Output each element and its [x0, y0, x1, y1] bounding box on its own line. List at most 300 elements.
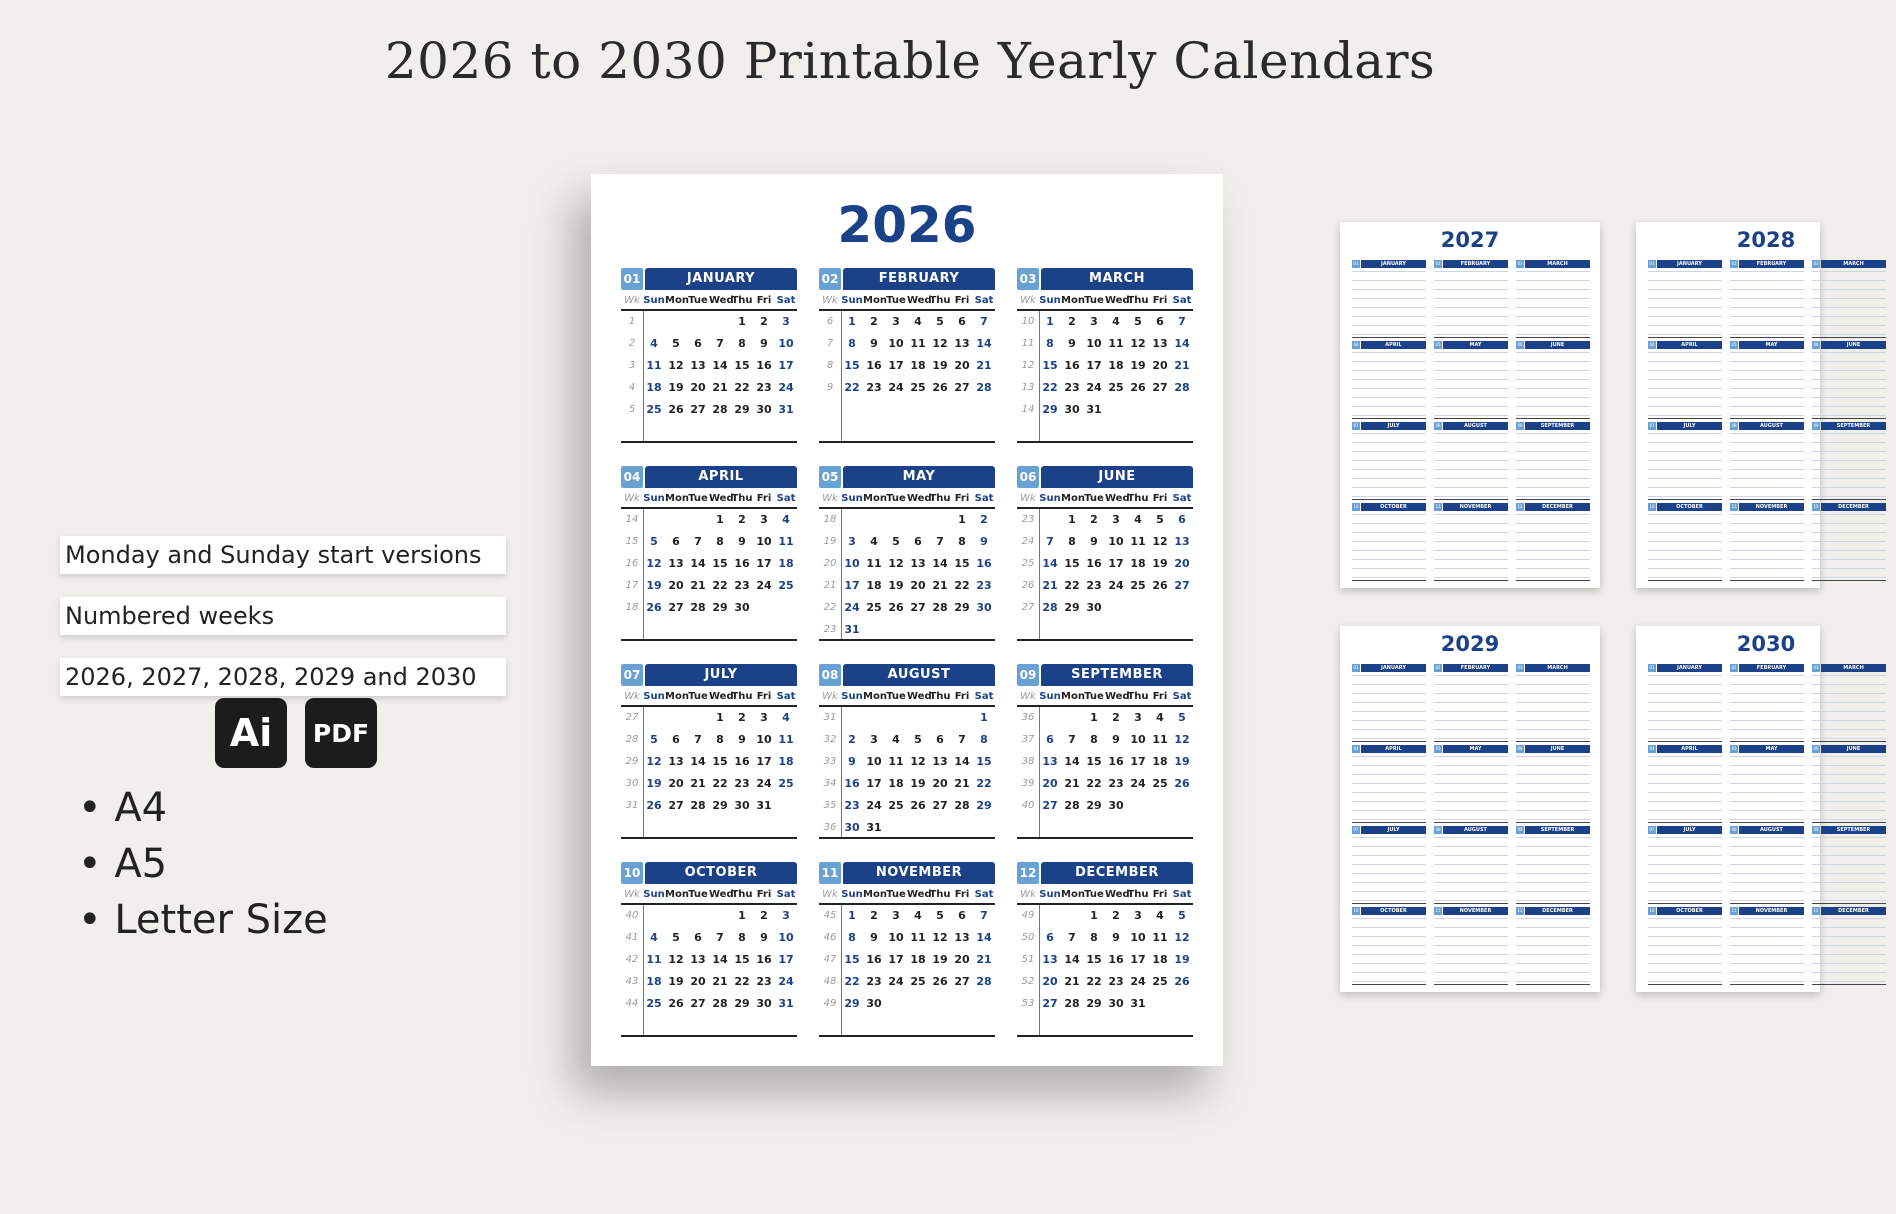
- day-cell: 20: [954, 953, 970, 966]
- month-header: [1017, 664, 1193, 686]
- day-cell: 15: [734, 359, 750, 372]
- thumbnail-month-number: 03: [1517, 261, 1523, 266]
- month-number: 07: [621, 664, 643, 686]
- thumbnail-month-name: AUGUST: [1739, 422, 1804, 430]
- thumbnail-month-number: 09: [1813, 827, 1819, 832]
- day-cell: 5: [672, 337, 680, 350]
- day-cell: 15: [734, 953, 750, 966]
- day-cell: 18: [888, 777, 904, 790]
- thumbnail-month-header: [1730, 664, 1804, 672]
- day-cell: 4: [914, 909, 922, 922]
- day-cell: 18: [1152, 953, 1168, 966]
- day-cell: [885, 509, 907, 531]
- thumbnail-month-number: 01: [1649, 261, 1655, 266]
- thumbnail-month-header: [1648, 664, 1722, 672]
- day-cell: 8: [1090, 733, 1098, 746]
- week-row: [819, 773, 995, 795]
- day-cell: 7: [980, 909, 988, 922]
- week-number: 37: [1021, 734, 1035, 745]
- day-cell: 27: [690, 997, 706, 1010]
- thumbnail-month-number: 01: [1353, 261, 1359, 266]
- day-cell: [1149, 399, 1171, 421]
- day-cell: 7: [936, 535, 944, 548]
- day-cell: 13: [932, 755, 948, 768]
- week-number: 40: [1021, 800, 1035, 811]
- weekday-label: Sat: [974, 295, 994, 306]
- day-cell: 1: [1090, 909, 1098, 922]
- day-cell: 11: [866, 557, 882, 570]
- day-cell: 26: [932, 381, 948, 394]
- week-row: [819, 817, 995, 839]
- weekday-label: Wed: [709, 889, 734, 900]
- day-cell: 5: [650, 535, 658, 548]
- thumbnail-month-name: SEPTEMBER: [1525, 826, 1590, 834]
- thumbnail-month: [1648, 826, 1722, 904]
- thumbnail-month: [1812, 341, 1886, 419]
- day-cell: [1105, 399, 1127, 421]
- thumbnail-month-header: [1812, 503, 1886, 511]
- day-cell: 25: [1152, 975, 1168, 988]
- day-cell: 7: [716, 931, 724, 944]
- weekday-label: Thu: [1127, 691, 1149, 702]
- day-cell: 3: [1090, 315, 1098, 328]
- week-column-label: Wk: [624, 493, 640, 504]
- thumbnail-month-header: [1812, 745, 1886, 753]
- day-cell: 16: [844, 777, 860, 790]
- thumbnail-month-number: 10: [1353, 504, 1359, 509]
- thumbnail-month-name: OCTOBER: [1657, 503, 1722, 511]
- day-cell: 30: [1108, 799, 1124, 812]
- thumbnail-month-header: [1516, 826, 1590, 834]
- day-cell: 16: [734, 755, 750, 768]
- day-grid: [621, 905, 797, 1037]
- week-row: [819, 311, 995, 333]
- day-cell: 28: [1064, 997, 1080, 1010]
- thumbnail-month: [1516, 260, 1590, 338]
- day-cell: 8: [980, 733, 988, 746]
- day-cell: 8: [1068, 535, 1076, 548]
- day-cell: 23: [1064, 381, 1080, 394]
- thumbnail-month-name: SEPTEMBER: [1525, 422, 1590, 430]
- day-cell: 16: [756, 953, 772, 966]
- thumbnail-month-number: 08: [1435, 827, 1441, 832]
- day-cell: 26: [668, 997, 684, 1010]
- week-number: 17: [625, 580, 639, 591]
- day-grid: [621, 509, 797, 641]
- thumbnail-2028: [1636, 222, 1871, 588]
- day-cell: 26: [668, 403, 684, 416]
- day-cell: 22: [1086, 975, 1102, 988]
- day-cell: 14: [1174, 337, 1190, 350]
- thumbnail-month-days: [1516, 675, 1590, 742]
- day-cell: 5: [650, 733, 658, 746]
- day-cell: 21: [954, 777, 970, 790]
- day-cell: 1: [716, 711, 724, 724]
- thumbnail-month-days: [1648, 271, 1722, 338]
- day-grid: [1017, 509, 1193, 641]
- day-cell: 30: [1064, 403, 1080, 416]
- month-header: [621, 466, 797, 488]
- thumbnail-month: [1648, 260, 1722, 338]
- thumbnail-month-name: FEBRUARY: [1443, 260, 1508, 268]
- week-row: [1017, 729, 1193, 751]
- day-cell: 22: [1064, 579, 1080, 592]
- month-march: [1017, 268, 1193, 443]
- month-header: [621, 268, 797, 290]
- thumbnail-month-days: [1812, 271, 1886, 338]
- week-row: [621, 751, 797, 773]
- day-cell: 11: [1152, 931, 1168, 944]
- day-cell: 6: [958, 315, 966, 328]
- day-cell: 29: [1042, 403, 1058, 416]
- week-row: [621, 399, 797, 421]
- day-cell: 2: [738, 513, 746, 526]
- week-row: [1017, 509, 1193, 531]
- day-cell: 19: [1130, 359, 1146, 372]
- thumbnail-month-number: 09: [1813, 423, 1819, 428]
- day-cell: 25: [1130, 579, 1146, 592]
- day-cell: 17: [844, 579, 860, 592]
- week-number: 2: [628, 338, 636, 349]
- day-cell: [643, 707, 665, 729]
- day-cell: 23: [976, 579, 992, 592]
- thumbnail-month: [1516, 341, 1590, 419]
- weekday-label: Thu: [731, 691, 753, 702]
- month-header: [621, 862, 797, 884]
- thumbnail-month-header: [1516, 907, 1590, 915]
- day-cell: 16: [1108, 755, 1124, 768]
- thumbnail-month-header: [1434, 422, 1508, 430]
- day-cell: 21: [932, 579, 948, 592]
- thumbnail-month: [1434, 503, 1508, 581]
- day-cell: 16: [866, 953, 882, 966]
- day-cell: 23: [756, 975, 772, 988]
- thumbnail-year-title: 2028: [1736, 228, 1796, 252]
- day-cell: [929, 817, 951, 839]
- day-cell: [841, 707, 863, 729]
- day-cell: 21: [1064, 777, 1080, 790]
- thumbnail-month: [1352, 664, 1426, 742]
- thumbnail-month-name: FEBRUARY: [1739, 664, 1804, 672]
- thumbnail-2029: [1340, 626, 1600, 992]
- thumbnail-month-header: [1434, 503, 1508, 511]
- month-header: [1017, 466, 1193, 488]
- thumbnail-month-header: [1516, 664, 1590, 672]
- day-cell: [775, 597, 797, 619]
- thumbnail-month-number: 07: [1649, 827, 1655, 832]
- thumbnail-month-header: [1648, 826, 1722, 834]
- day-cell: 12: [646, 755, 662, 768]
- week-row: [819, 333, 995, 355]
- week-row: [819, 707, 995, 729]
- size-item-a5: • A5: [78, 836, 328, 892]
- day-cell: 31: [866, 821, 882, 834]
- day-cell: [1039, 509, 1061, 531]
- weekday-label: Sun: [643, 691, 665, 702]
- day-cell: [1039, 905, 1061, 927]
- thumbnail-month-name: JULY: [1361, 422, 1426, 430]
- weekday-label: Mon: [863, 493, 887, 504]
- week-row: [1017, 355, 1193, 377]
- thumbnail-month-number: 04: [1649, 342, 1655, 347]
- day-cell: 27: [668, 601, 684, 614]
- week-row: [1017, 333, 1193, 355]
- day-cell: 14: [932, 557, 948, 570]
- week-row: [1017, 993, 1193, 1015]
- feature-start-versions: Monday and Sunday start versions: [60, 536, 506, 574]
- thumbnail-month-name: JANUARY: [1657, 260, 1722, 268]
- day-grid: [1017, 311, 1193, 443]
- day-cell: 29: [712, 601, 728, 614]
- thumbnail-month-header: [1648, 341, 1722, 349]
- month-header: [1017, 862, 1193, 884]
- day-cell: 17: [756, 755, 772, 768]
- week-row: [621, 795, 797, 817]
- day-cell: [643, 311, 665, 333]
- week-row: [1017, 971, 1193, 993]
- week-number: 21: [823, 580, 837, 591]
- thumbnail-month: [1730, 341, 1804, 419]
- thumbnail-month-number: 05: [1435, 342, 1441, 347]
- size-item-a4: • A4: [78, 780, 328, 836]
- feature-numbered-weeks: Numbered weeks: [60, 597, 506, 635]
- day-grid: [819, 509, 995, 641]
- thumbnail-month-number: 12: [1813, 504, 1819, 509]
- weekday-label: Thu: [1127, 493, 1149, 504]
- day-cell: 11: [888, 755, 904, 768]
- day-cell: 6: [1156, 315, 1164, 328]
- day-cell: 9: [848, 755, 856, 768]
- day-cell: 4: [914, 315, 922, 328]
- day-cell: [687, 905, 709, 927]
- weekday-label: Sun: [1039, 889, 1061, 900]
- week-number: 39: [1021, 778, 1035, 789]
- weekday-label: Sun: [643, 493, 665, 504]
- thumbnail-month-number: 04: [1649, 746, 1655, 751]
- thumbnail-month-number: 02: [1731, 665, 1737, 670]
- day-cell: [929, 619, 951, 641]
- weekday-label: Mon: [863, 889, 887, 900]
- thumbnail-month-days: [1812, 675, 1886, 742]
- weekday-label: Fri: [1152, 691, 1168, 702]
- day-cell: 2: [760, 909, 768, 922]
- weekday-header: [621, 688, 797, 707]
- day-cell: 3: [892, 315, 900, 328]
- thumbnail-month-header: [1516, 260, 1590, 268]
- day-cell: [951, 619, 973, 641]
- thumbnail-month-number: 01: [1649, 665, 1655, 670]
- day-cell: 1: [1068, 513, 1076, 526]
- day-cell: 4: [870, 535, 878, 548]
- thumbnail-month: [1352, 503, 1426, 581]
- day-cell: 14: [712, 359, 728, 372]
- day-cell: 30: [756, 403, 772, 416]
- weekday-label: Fri: [1152, 295, 1168, 306]
- thumbnail-month-number: 10: [1649, 504, 1655, 509]
- thumbnail-month-days: [1648, 756, 1722, 823]
- day-cell: 3: [870, 733, 878, 746]
- weekday-label: Sat: [1172, 295, 1192, 306]
- day-cell: 20: [668, 579, 684, 592]
- thumbnail-month-days: [1434, 675, 1508, 742]
- day-cell: [863, 707, 885, 729]
- thumbnail-month-name: JULY: [1657, 422, 1722, 430]
- day-cell: 20: [1152, 359, 1168, 372]
- thumbnail-month-name: JUNE: [1525, 745, 1590, 753]
- day-cell: 5: [914, 733, 922, 746]
- thumbnail-month-header: [1730, 503, 1804, 511]
- day-cell: 16: [1064, 359, 1080, 372]
- day-cell: 20: [668, 777, 684, 790]
- thumbnail-month-days: [1516, 837, 1590, 904]
- week-number: 16: [625, 558, 639, 569]
- day-cell: 13: [1174, 535, 1190, 548]
- thumbnail-month-days: [1812, 514, 1886, 581]
- week-number: 6: [826, 316, 834, 327]
- thumbnail-month: [1434, 422, 1508, 500]
- month-header: [819, 664, 995, 686]
- thumbnail-month: [1516, 422, 1590, 500]
- weekday-label: Sat: [776, 295, 796, 306]
- week-row: [621, 971, 797, 993]
- day-cell: 25: [910, 381, 926, 394]
- week-number: 53: [1021, 998, 1035, 1009]
- day-cell: 30: [1086, 601, 1102, 614]
- day-cell: 9: [1068, 337, 1076, 350]
- day-cell: 23: [844, 799, 860, 812]
- day-cell: [1061, 707, 1083, 729]
- day-cell: 10: [888, 337, 904, 350]
- thumbnail-month-header: [1434, 664, 1508, 672]
- day-cell: 30: [844, 821, 860, 834]
- day-cell: 27: [1042, 997, 1058, 1010]
- weekday-label: Thu: [929, 691, 951, 702]
- day-cell: 12: [668, 359, 684, 372]
- day-cell: 18: [866, 579, 882, 592]
- day-cell: 25: [1152, 777, 1168, 790]
- week-number: 36: [823, 822, 837, 833]
- thumbnail-month-number: 11: [1435, 504, 1441, 509]
- week-number: 31: [625, 800, 639, 811]
- weekday-label: Mon: [1061, 295, 1085, 306]
- thumbnail-month-name: DECEMBER: [1821, 907, 1886, 915]
- thumbnail-month-number: 07: [1649, 423, 1655, 428]
- day-cell: [929, 509, 951, 531]
- day-cell: 9: [738, 535, 746, 548]
- month-number: 08: [819, 664, 841, 686]
- week-row: [819, 949, 995, 971]
- day-cell: 17: [866, 777, 882, 790]
- day-cell: 7: [1068, 931, 1076, 944]
- week-number: 48: [823, 976, 837, 987]
- week-number: 33: [823, 756, 837, 767]
- weekday-label: Fri: [756, 691, 772, 702]
- thumbnail-month-header: [1812, 422, 1886, 430]
- day-cell: 31: [1130, 997, 1146, 1010]
- day-cell: 7: [694, 535, 702, 548]
- week-column-label: Wk: [822, 493, 838, 504]
- thumbnail-month: [1352, 826, 1426, 904]
- day-cell: 17: [1130, 953, 1146, 966]
- thumbnail-month-number: 10: [1649, 908, 1655, 913]
- thumbnail-month-header: [1812, 664, 1886, 672]
- day-cell: [643, 905, 665, 927]
- day-cell: 28: [932, 601, 948, 614]
- thumbnail-month: [1648, 907, 1722, 985]
- thumbnail-month-days: [1730, 352, 1804, 419]
- day-cell: 10: [1130, 931, 1146, 944]
- month-number: 11: [819, 862, 841, 884]
- day-cell: 4: [1156, 909, 1164, 922]
- weekday-label: Sat: [1172, 889, 1192, 900]
- day-cell: [1127, 399, 1149, 421]
- week-number: 52: [1021, 976, 1035, 987]
- thumbnail-month-number: 06: [1813, 342, 1819, 347]
- week-number: 38: [1021, 756, 1035, 767]
- thumbnail-month: [1516, 907, 1590, 985]
- week-column-label: Wk: [1020, 889, 1036, 900]
- day-cell: 25: [646, 997, 662, 1010]
- day-cell: 9: [1090, 535, 1098, 548]
- thumbnail-month-days: [1648, 352, 1722, 419]
- thumbnail-month-number: 11: [1731, 908, 1737, 913]
- week-number: 9: [826, 382, 834, 393]
- day-cell: 18: [1152, 755, 1168, 768]
- thumbnail-month-header: [1352, 422, 1426, 430]
- thumbnail-month-header: [1434, 907, 1508, 915]
- thumbnail-month-days: [1812, 756, 1886, 823]
- thumbnail-month: [1730, 907, 1804, 985]
- day-cell: 10: [778, 337, 794, 350]
- day-cell: 8: [738, 931, 746, 944]
- day-cell: 6: [672, 733, 680, 746]
- day-cell: 28: [712, 403, 728, 416]
- month-november: [819, 862, 995, 1037]
- week-number: 7: [826, 338, 834, 349]
- day-cell: 27: [668, 799, 684, 812]
- thumbnail-month-days: [1730, 675, 1804, 742]
- weekday-label: Thu: [1127, 295, 1149, 306]
- month-name: DECEMBER: [1041, 862, 1193, 884]
- day-cell: 14: [690, 557, 706, 570]
- weekday-header: [1017, 292, 1193, 311]
- day-cell: 22: [1086, 777, 1102, 790]
- weekday-label: Sun: [841, 889, 863, 900]
- week-column-label: Wk: [822, 295, 838, 306]
- thumbnail-month: [1812, 664, 1886, 742]
- day-cell: 8: [958, 535, 966, 548]
- thumbnail-month-header: [1352, 341, 1426, 349]
- thumbnail-month: [1812, 826, 1886, 904]
- thumbnail-month-days: [1648, 675, 1722, 742]
- day-cell: [907, 619, 929, 641]
- day-cell: 14: [1042, 557, 1058, 570]
- week-row: [1017, 795, 1193, 817]
- day-cell: [643, 509, 665, 531]
- day-cell: 2: [870, 909, 878, 922]
- thumbnail-month-name: NOVEMBER: [1443, 907, 1508, 915]
- day-cell: 6: [958, 909, 966, 922]
- day-cell: [1127, 597, 1149, 619]
- thumbnail-month-days: [1730, 756, 1804, 823]
- weekday-header: [621, 490, 797, 509]
- thumbnail-month-days: [1516, 918, 1590, 985]
- day-cell: 29: [1064, 601, 1080, 614]
- day-cell: [687, 311, 709, 333]
- day-cell: 21: [1042, 579, 1058, 592]
- day-cell: 29: [844, 997, 860, 1010]
- thumbnail-month: [1812, 745, 1886, 823]
